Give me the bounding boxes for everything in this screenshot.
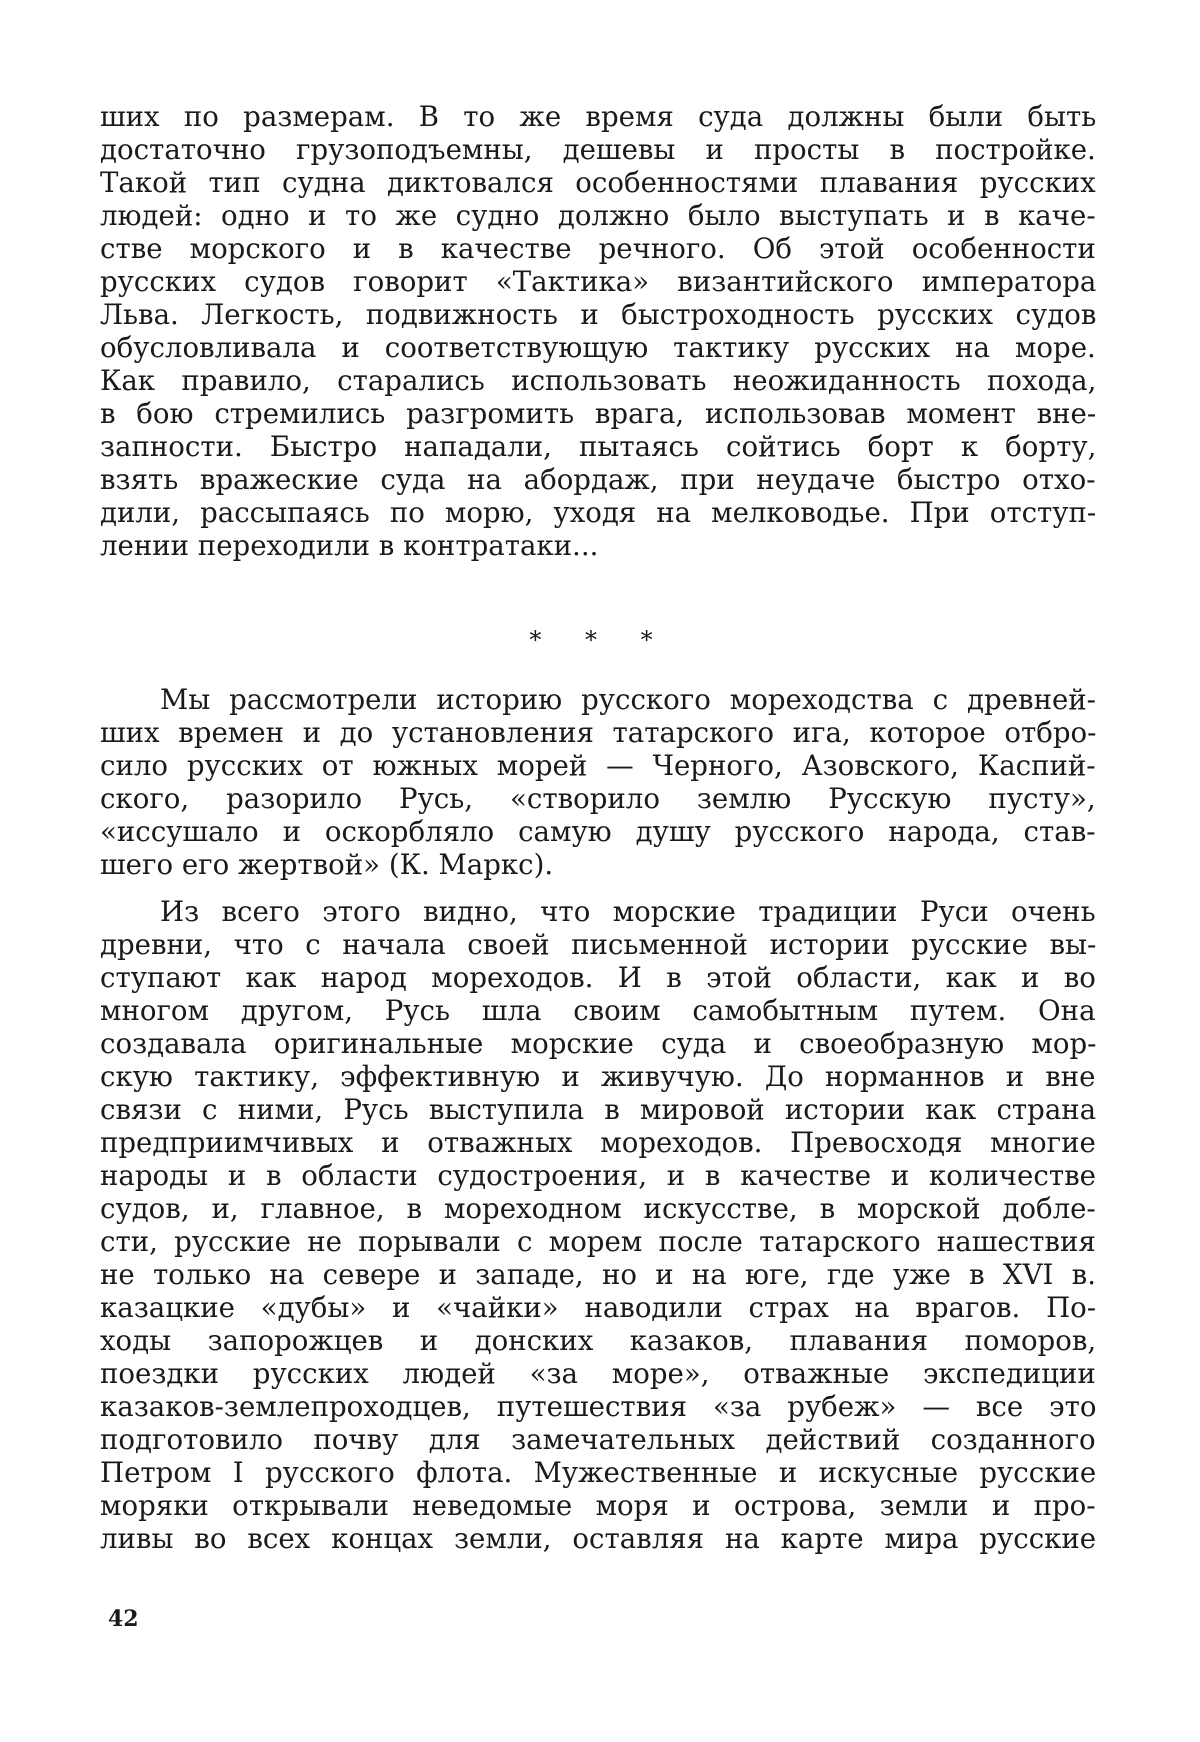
text-line: ших по размерам. В то же время суда должны были быть: [100, 100, 1096, 133]
text-line: сило русских от южных морей — Черного, Азовского, Каспий-: [100, 749, 1096, 782]
paragraph-summary: [100, 683, 1096, 881]
text-line: ского, разорило Русь, «створило землю Русскую пусту»,: [100, 782, 1096, 815]
paragraph-continued: [100, 100, 1096, 562]
text-line: скую тактику, эффективную и живучую. До норманнов и вне: [100, 1060, 1096, 1093]
text-line: запности. Быстро нападали, пытаясь сойтись борт к борту,: [100, 430, 1096, 463]
text-line: не только на севере и западе, но и на юге, где уже в XVI в.: [100, 1258, 1096, 1291]
text-line: в бою стремились разгромить врага, использовав момент вне-: [100, 397, 1096, 430]
text-line: взять вражеские суда на абордаж, при неудаче быстро отхо-: [100, 463, 1096, 496]
text-line: ливы во всех концах земли, оставляя на карте мира русские: [100, 1522, 1096, 1555]
text-line: ступают как народ мореходов. И в этой области, как и во: [100, 961, 1096, 994]
text-line: народы и в области судостроения, и в качестве и количестве: [100, 1159, 1096, 1192]
text-line: поездки русских людей «за море», отважные экспедиции: [100, 1357, 1096, 1390]
text-line: Такой тип судна диктовался особенностями плавания русских: [100, 166, 1096, 199]
text-line: русских судов говорит «Тактика» византийского императора: [100, 265, 1096, 298]
text-line: сти, русские не порывали с морем после татарского нашествия: [100, 1225, 1096, 1258]
text-line: Мы рассмотрели историю русского мореходства с древней-: [100, 683, 1096, 716]
text-line: казацкие «дубы» и «чайки» наводили страх на врагов. По-: [100, 1291, 1096, 1324]
text-line: Из всего этого видно, что морские традиции Руси очень: [100, 895, 1096, 928]
text-line: моряки открывали неведомые моря и острова, земли и про-: [100, 1489, 1096, 1522]
text-line: ших времен и до установления татарского ига, которое отбро-: [100, 716, 1096, 749]
text-line: «иссушало и оскорбляло самую душу русского народа, став-: [100, 815, 1096, 848]
text-line: древни, что с начала своей письменной истории русские вы-: [100, 928, 1096, 961]
text-line: многом другом, Русь шла своим самобытным путем. Она: [100, 994, 1096, 1027]
text-line: казаков-землепроходцев, путешествия «за рубеж» — все это: [100, 1390, 1096, 1423]
text-line: людей: одно и то же судно должно было выступать и в каче-: [100, 199, 1096, 232]
text-line: Как правило, старались использовать неожиданность похода,: [100, 364, 1096, 397]
text-line: достаточно грузоподъемны, дешевы и просты в постройке.: [100, 133, 1096, 166]
paragraph-conclusion: [100, 895, 1096, 1555]
text-line: создавала оригинальные морские суда и своеобразную мор-: [100, 1027, 1096, 1060]
text-line: стве морского и в качестве речного. Об этой особенности: [100, 232, 1096, 265]
book-page: [0, 0, 1200, 1742]
text-line: Льва. Легкость, подвижность и быстроходность русских судов: [100, 298, 1096, 331]
text-line: шего его жертвой» (К. Маркс).: [100, 848, 1096, 881]
text-line: лении переходили в контратаки...: [100, 529, 1096, 562]
text-line: обусловливала и соответствующую тактику русских на море.: [100, 331, 1096, 364]
text-line: судов, и, главное, в мореходном искусстве, в морской добле-: [100, 1192, 1096, 1225]
text-line: предприимчивых и отважных мореходов. Превосходя многие: [100, 1126, 1096, 1159]
text-line: подготовило почву для замечательных действий созданного: [100, 1423, 1096, 1456]
text-line: ходы запорожцев и донских казаков, плавания поморов,: [100, 1324, 1096, 1357]
section-separator: * * *: [0, 626, 1200, 654]
text-line: Петром I русского флота. Мужественные и искусные русские: [100, 1456, 1096, 1489]
text-line: связи с ними, Русь выступила в мировой истории как страна: [100, 1093, 1096, 1126]
page-number: 42: [108, 1606, 139, 1632]
text-line: дили, рассыпаясь по морю, уходя на мелководье. При отступ-: [100, 496, 1096, 529]
